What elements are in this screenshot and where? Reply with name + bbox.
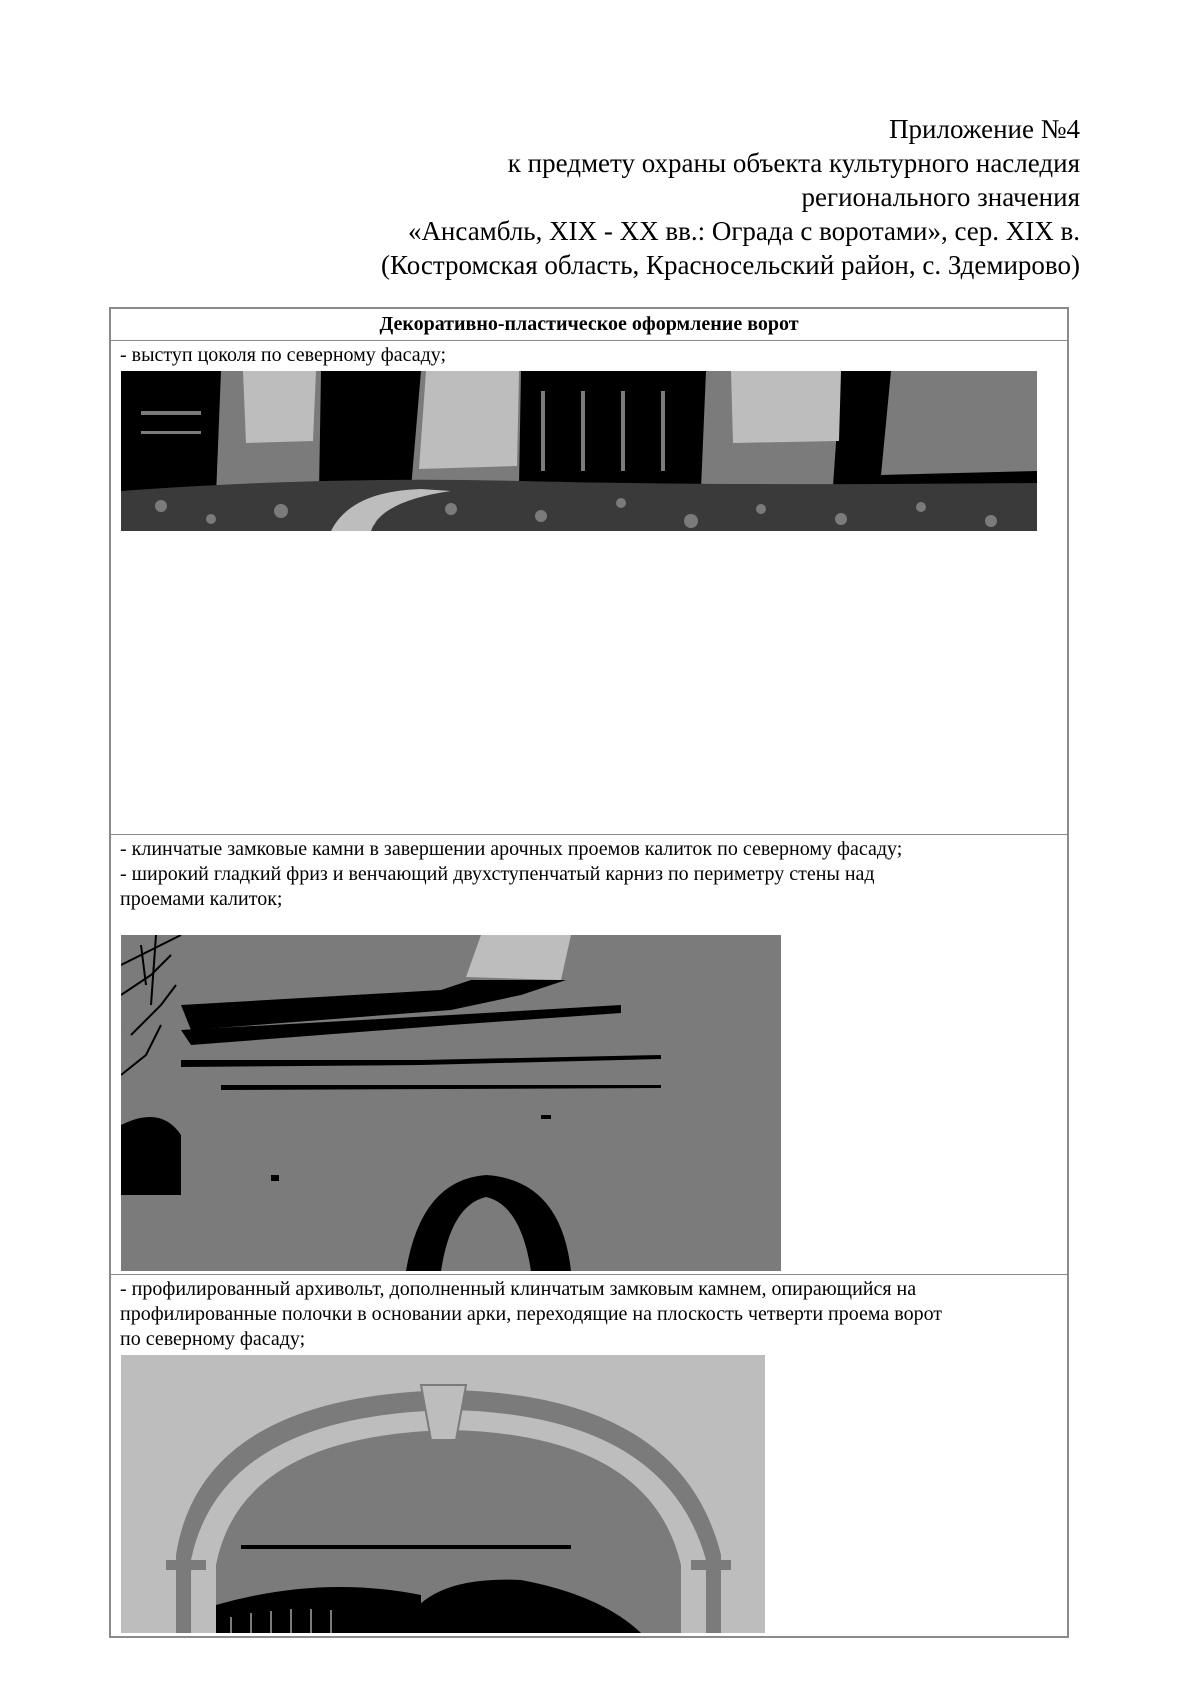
header-line-2: к предмету охраны объекта культурного наследия [507,148,1080,178]
row-caption: - клинчатые замковые камни в завершении арочных проемов калиток по северному фасаду; - широкий гладкий фриз и венчающий двухступенчатый карниз по периметру стены над проемами калиток; [120,838,903,910]
photo-keystone-frieze-cornice [121,935,781,1271]
decoration-table [109,307,1069,1638]
table-row [111,1275,1067,1636]
table-row [111,341,1067,835]
photo-archivolt-gate [121,1355,765,1633]
document-header [180,112,1080,282]
row-caption: - выступ цоколя по северному фасаду; [120,344,447,366]
header-line-4: «Ансамбль, XIX - XX вв.: Ограда с воротами», сер. XIX в. [407,216,1080,246]
row-caption: - профилированный архивольт, дополненный клинчатым замковым камнем, опирающийся на профилированные полочки в основании арки, переходящие на плоскость четверти проема ворот по северному фасаду; [120,1278,943,1350]
photo-plinth-ledge [121,371,1037,531]
header-line-5: (Костромская область, Красносельский район, с. Здемирово) [381,250,1080,280]
header-line-3: регионального значения [801,182,1080,212]
header-line-1: Приложение №4 [889,114,1080,144]
table-title: Декоративно-пластическое оформление ворот [379,313,799,335]
table-title-row [111,309,1067,341]
table-row [111,835,1067,1275]
